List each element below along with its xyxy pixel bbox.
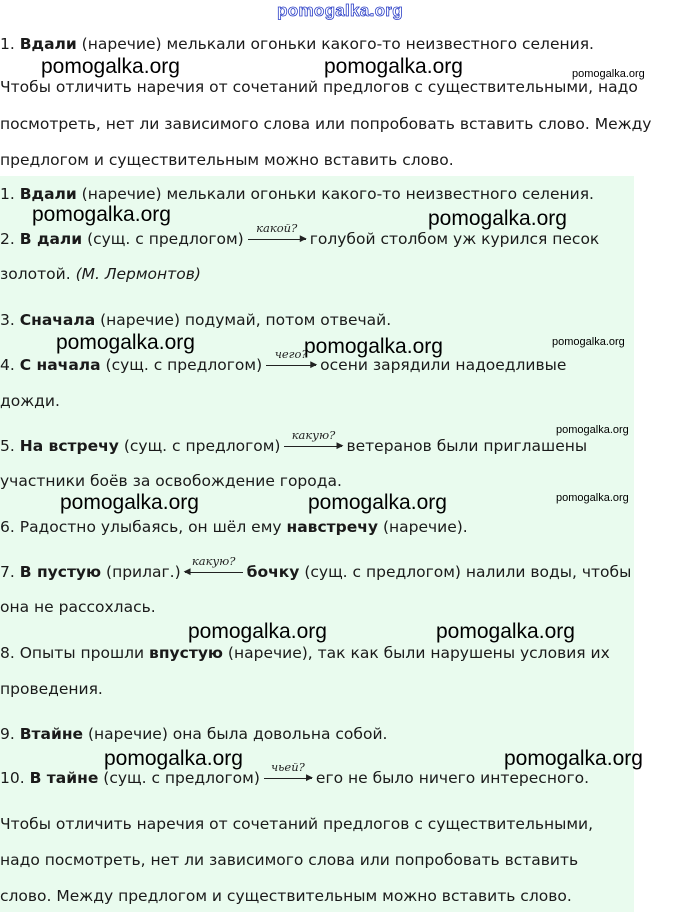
author-citation: (М. Лермонтов)	[75, 265, 201, 283]
intro-example-line: 1. Вдали (наречие) мелькали огоньки какого-то неизвестного селения.	[0, 35, 594, 53]
example-item-8: 8. Опыты прошли впустую (наречие), так как были нарушены условия их	[0, 644, 610, 662]
example-item-5-cont: участники боёв за освобождение города.	[0, 472, 342, 490]
arrow-right-icon: какой? ▶	[247, 234, 307, 244]
watermark: pomogalka.org	[552, 336, 625, 348]
answer-panel	[0, 176, 634, 912]
rule-line: предлогом и существительным можно вставить слово.	[0, 151, 454, 169]
example-item-2: 2. В дали (сущ. с предлогом) какой? ▶ голубой столбом уж курился песок	[0, 221, 600, 248]
watermark: pomogalka.org	[188, 620, 327, 643]
watermark: pomogalka.org	[504, 747, 643, 770]
example-item-6: 6. Радостно улыбаясь, он шёл ему навстречу (наречие).	[0, 518, 468, 536]
example-item-4-cont: дожди.	[0, 392, 60, 410]
watermark: pomogalka.org	[556, 424, 629, 436]
rule-line: слово. Между предлогом и существительным можно вставить слово.	[0, 887, 572, 905]
rule-line: посмотреть, нет ли зависимого слова или попробовать вставить слово. Между	[0, 115, 652, 133]
watermark: pomogalka.org	[436, 620, 575, 643]
example-item-9: 9. Втайне (наречие) она была довольна собой.	[0, 725, 388, 743]
watermark: pomogalka.org	[324, 55, 463, 78]
site-logo[interactable]: pomogalka.org	[277, 1, 403, 20]
watermark: pomogalka.org	[56, 331, 195, 354]
watermark: pomogalka.org	[556, 492, 629, 504]
example-item-2-cont: золотой. (М. Лермонтов)	[0, 265, 201, 283]
rule-line: надо посмотреть, нет ли зависимого слова или попробовать вставить	[0, 851, 579, 869]
example-item-1: 1. Вдали (наречие) мелькали огоньки какого-то неизвестного селения.	[0, 185, 594, 203]
example-item-3: 3. Сначала (наречие) подумай, потом отвечай.	[0, 311, 392, 329]
example-item-8-cont: проведения.	[0, 680, 103, 698]
example-item-10: 10. В тайне (сущ. с предлогом) чьей? ▶ его не было ничего интересного.	[0, 760, 590, 787]
example-item-4: 4. С начала (сущ. с предлогом) чего? ▶ осени зарядили надоедливые	[0, 347, 567, 374]
example-item-5: 5. На встречу (сущ. с предлогом) какую? ▶ ветеранов были приглашены	[0, 428, 588, 455]
arrow-right-icon: какую? ▶	[283, 441, 343, 451]
watermark: pomogalka.org	[428, 207, 567, 230]
rule-line: Чтобы отличить наречия от сочетаний предлогов с существительными,	[0, 815, 594, 833]
watermark: pomogalka.org	[304, 335, 443, 358]
rule-line: Чтобы отличить наречия от сочетаний предлогов с существительными, надо	[0, 78, 638, 96]
arrow-right-icon: чего? ▶	[265, 360, 317, 370]
watermark: pomogalka.org	[308, 491, 447, 514]
watermark: pomogalka.org	[104, 747, 243, 770]
watermark: pomogalka.org	[60, 491, 199, 514]
watermark: pomogalka.org	[572, 68, 645, 80]
example-item-7: 7. В пустую (прилаг.) какую? ◀ бочку (сущ. с предлогом) налили воды, чтобы	[0, 554, 632, 581]
arrow-right-icon: чьей? ▶	[263, 773, 313, 783]
example-word: Вдали	[19, 35, 77, 53]
watermark: pomogalka.org	[41, 55, 180, 78]
arrow-left-icon: какую? ◀	[184, 567, 244, 577]
example-item-7-cont: она не рассохлась.	[0, 598, 156, 616]
watermark: pomogalka.org	[32, 203, 171, 226]
